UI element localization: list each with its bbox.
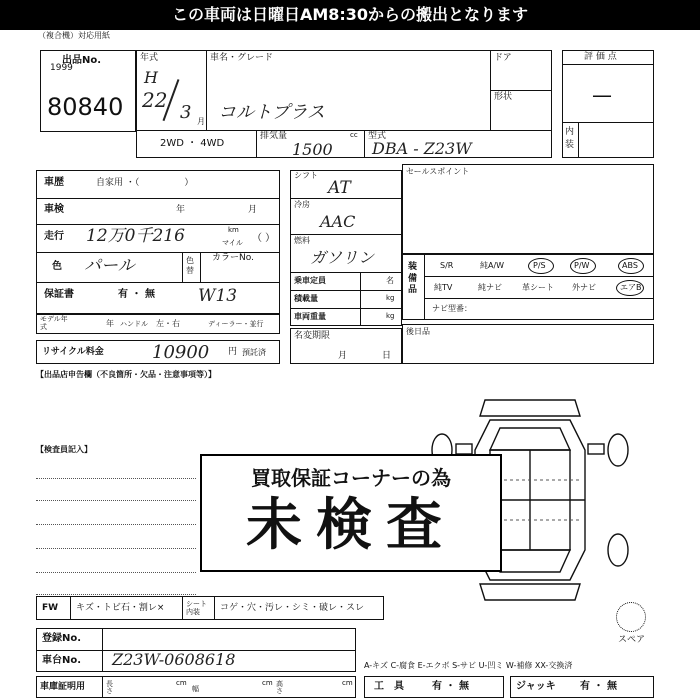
- cert-cm1: cm: [176, 679, 187, 687]
- shaken-month: 月: [248, 205, 258, 215]
- registration-label: 名変期限: [294, 331, 331, 341]
- seat-damage: コゲ・穴・汚レ・シミ・破レ・スレ: [220, 603, 365, 613]
- damage-legend: A-キズ C-腐食 E-エクボ S-サビ U-凹ミ W-補修 XX-交換済: [364, 661, 573, 670]
- color-label: 色: [52, 261, 62, 272]
- displacement-label: 排気量: [260, 131, 288, 141]
- color-code: W13: [198, 286, 238, 306]
- aircon-label: 冷房: [294, 200, 310, 209]
- registration-month: 月: [338, 351, 348, 361]
- year-value: 22: [142, 88, 168, 112]
- name-value: コルトプラス: [218, 102, 325, 123]
- sales-point-box: [402, 164, 654, 254]
- spare-tire-icon: [616, 602, 646, 632]
- mile-unit: マイル: [222, 239, 243, 247]
- equip-leather: 革シート: [522, 283, 554, 292]
- chassis-value: Z23W-0608618: [112, 650, 236, 669]
- equip-extnavi: 外ナビ: [572, 283, 596, 292]
- stamp-line2: 未検査: [246, 493, 456, 558]
- load-unit: kg: [386, 294, 395, 302]
- fuel-value: ガソリン: [310, 248, 375, 267]
- spare-label: スペア: [618, 635, 646, 645]
- equip-abs: ABS: [622, 261, 638, 270]
- km-unit: km: [228, 226, 239, 234]
- lot-number: 80840: [47, 93, 124, 121]
- cc-unit: cc: [350, 131, 358, 139]
- lot-label: 出品No.: [62, 55, 102, 66]
- interior-label: 内装: [565, 127, 575, 150]
- door-label: ドア: [494, 53, 512, 63]
- year-label: 年式: [140, 53, 159, 63]
- capacity-label: 乗車定員: [294, 276, 326, 285]
- drive-value: 2WD ・ 4WD: [160, 138, 225, 149]
- weight-unit: kg: [386, 312, 395, 320]
- navi-model-label: ナビ型番：: [432, 304, 472, 313]
- equip-airbag: エアB: [620, 283, 642, 292]
- tools-label: 工 具: [374, 681, 404, 692]
- weight-label: 車両重量: [294, 312, 326, 321]
- mileage-label: 走行: [44, 231, 64, 242]
- equip-ps: P/S: [533, 261, 546, 270]
- shift-value: AT: [328, 178, 351, 198]
- color-no-label: カラーNo.: [212, 253, 254, 263]
- rating-value: —: [592, 83, 612, 107]
- cert-cm2: cm: [262, 679, 273, 687]
- fuel-label: 燃料: [294, 236, 310, 245]
- mileage-value: 12万0千216: [86, 226, 185, 246]
- equipment-label: 装備品: [408, 262, 418, 296]
- equip-tv: 純TV: [434, 283, 453, 292]
- model-year-unit: 年: [106, 319, 114, 328]
- chassis-label: 車台No.: [42, 655, 82, 666]
- equip-aw: 純A/W: [480, 261, 505, 270]
- warranty-label: 保証書: [44, 289, 74, 300]
- registration-day: 日: [382, 351, 392, 361]
- fw-label: FW: [42, 603, 59, 613]
- notice-banner-text: この車両は日曜日AM8:30からの搬出となります: [171, 5, 529, 24]
- stamp-line1: 買取保証コーナーの為: [251, 466, 451, 490]
- shaken-label: 車検: [44, 204, 64, 215]
- model-value: DBA - Z23W: [372, 139, 472, 158]
- shift-label: シフト: [294, 171, 318, 180]
- model-label: 型式: [368, 131, 387, 141]
- shaken-year: 年: [176, 205, 186, 215]
- month-unit: 月: [197, 117, 205, 126]
- seller-note: 【出品店申告欄（不良箇所・欠品・注意事項等）】: [36, 370, 216, 379]
- header-note: （複合機）対応用紙: [38, 31, 110, 40]
- recycle-label: リサイクル料金: [42, 347, 104, 357]
- cert-label: 車庫証明用: [40, 682, 86, 692]
- jack-label: ジャッキ: [516, 681, 556, 692]
- name-label: 車名・グレード: [210, 53, 274, 63]
- cert-cm3: cm: [342, 679, 353, 687]
- recycle-value: 10900: [152, 342, 210, 363]
- reki-label: 車歴: [44, 177, 64, 188]
- model-year-label: モデル年式: [40, 315, 68, 331]
- handle-value: 左・右: [156, 319, 180, 328]
- aircon-value: AAC: [320, 212, 356, 231]
- warranty-value: 有 ・ 無: [118, 289, 155, 300]
- jack-value: 有 ・ 無: [580, 681, 617, 692]
- sales-point-label: セールスポイント: [406, 167, 470, 176]
- month-value: 3: [180, 102, 192, 123]
- lot-year: 1999: [50, 63, 73, 73]
- after-day-box: [402, 324, 654, 364]
- reki-value: 自家用 ・（ ）: [96, 178, 194, 188]
- shape-label: 形状: [494, 92, 513, 102]
- equip-pw: P/W: [574, 261, 590, 270]
- handle-label: ハンドル: [120, 320, 148, 328]
- reg-no-label: 登録No.: [42, 633, 82, 644]
- mileage-paren: （ ）: [252, 233, 276, 244]
- era-value: H: [144, 68, 158, 87]
- color-swap-label: 色替: [186, 256, 194, 276]
- rating-label: 評 価 点: [584, 52, 617, 62]
- cert-width: 幅: [192, 685, 199, 693]
- capacity-unit: 名: [386, 276, 394, 285]
- after-day-label: 後日品: [406, 327, 430, 336]
- tools-value: 有 ・ 無: [432, 681, 469, 692]
- dealer-label: ディーラー・並行: [208, 320, 264, 328]
- recycle-note: 預託済: [242, 348, 266, 357]
- equip-sr: S/R: [440, 261, 454, 270]
- cert-length: 長さ: [106, 680, 113, 695]
- color-value: パール: [84, 256, 135, 276]
- inspector-note: 【検査員記入】: [36, 445, 92, 454]
- displacement-value: 1500: [292, 140, 333, 159]
- seat-label: シート内装: [186, 600, 207, 617]
- load-label: 積載量: [294, 294, 318, 303]
- fw-damage: キズ・トビ石・割レ×: [76, 603, 165, 613]
- cert-height: 高さ: [276, 680, 283, 695]
- equip-navi: 純ナビ: [478, 283, 502, 292]
- recycle-unit: 円: [228, 347, 238, 357]
